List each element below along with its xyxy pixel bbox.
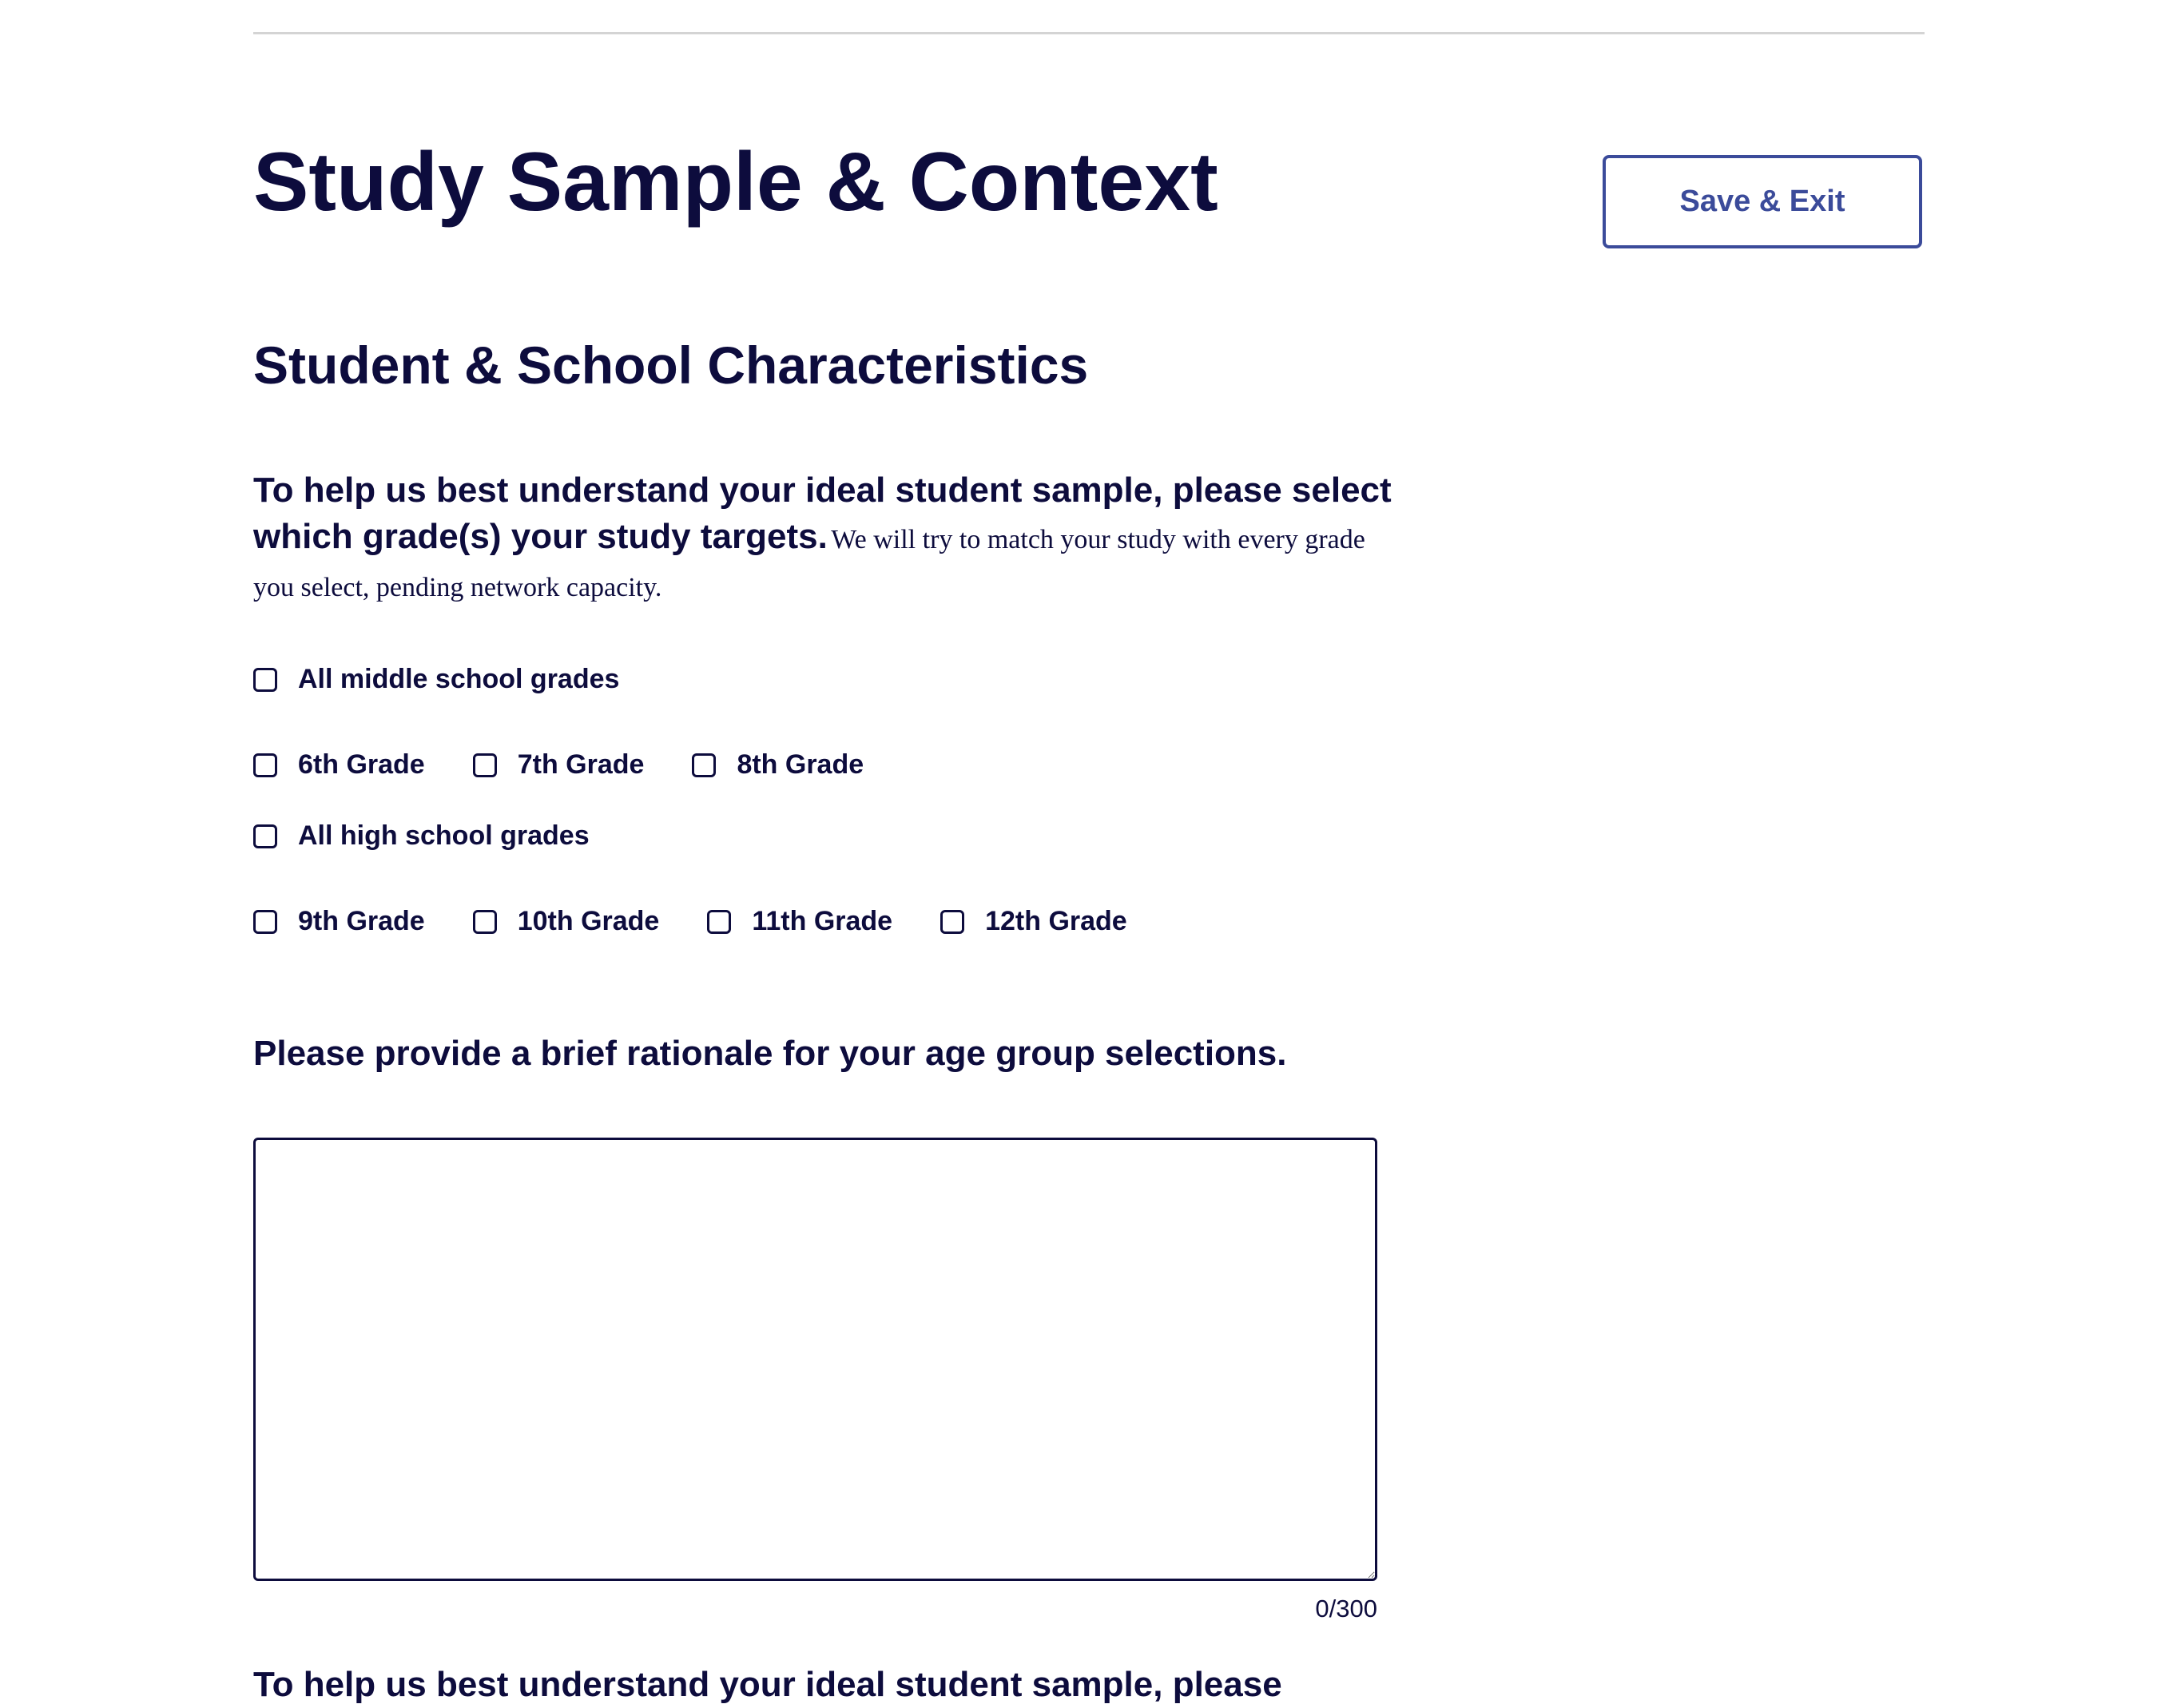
middle-school-grades-row [253,749,912,781]
checkbox-unchecked-icon[interactable] [253,824,277,848]
checkbox-unchecked-icon[interactable] [473,910,497,934]
save-exit-button[interactable]: Save & Exit [1603,155,1922,248]
grades-question-note: We will try to match your study with every grade you select, pending network capacity. [253,525,1365,602]
section-title: Student & School Characteristics [253,336,1089,395]
all-high-school-checkbox[interactable] [253,820,590,852]
page-title: Study Sample & Context [253,136,1218,228]
checkbox-unchecked-icon[interactable] [253,753,277,777]
checkbox-unchecked-icon[interactable] [473,753,497,777]
checkbox-label: 11th Grade [752,906,893,936]
next-question: To help us best understand your ideal student sample, please [253,1665,1282,1704]
checkbox-label: 7th Grade [517,749,645,780]
high-school-grades-row [253,906,1175,937]
checkbox-label: 9th Grade [298,906,425,936]
grade-10-checkbox[interactable] [473,906,660,937]
checkbox-label: 6th Grade [298,749,425,780]
grade-11-checkbox[interactable] [707,906,892,937]
rationale-textarea[interactable] [253,1138,1377,1581]
grade-12-checkbox[interactable] [940,906,1127,937]
checkbox-unchecked-icon[interactable] [692,753,716,777]
grade-6-checkbox[interactable] [253,749,425,781]
checkbox-label: 12th Grade [985,906,1127,936]
grades-question-prompt: To help us best understand your ideal student sample, please select which grade(s) your study targets. [253,471,1392,556]
rationale-question: Please provide a brief rationale for your age group selections. [253,1034,1287,1073]
checkbox-unchecked-icon[interactable] [707,910,731,934]
top-divider [253,32,1925,34]
checkbox-unchecked-icon[interactable] [253,910,277,934]
checkbox-label: 8th Grade [737,749,864,780]
grade-7-checkbox[interactable] [473,749,645,781]
all-middle-school-checkbox[interactable] [253,664,619,695]
all-high-school-row [253,820,590,852]
character-counter: 0/300 [1315,1595,1377,1623]
grade-8-checkbox[interactable] [692,749,864,781]
checkbox-label: All high school grades [298,820,590,851]
grades-question [253,467,1404,612]
checkbox-unchecked-icon[interactable] [253,668,277,692]
grade-9-checkbox[interactable] [253,906,425,937]
all-middle-school-row [253,664,619,695]
checkbox-label: All middle school grades [298,664,620,694]
checkbox-label: 10th Grade [517,906,660,936]
checkbox-unchecked-icon[interactable] [940,910,964,934]
